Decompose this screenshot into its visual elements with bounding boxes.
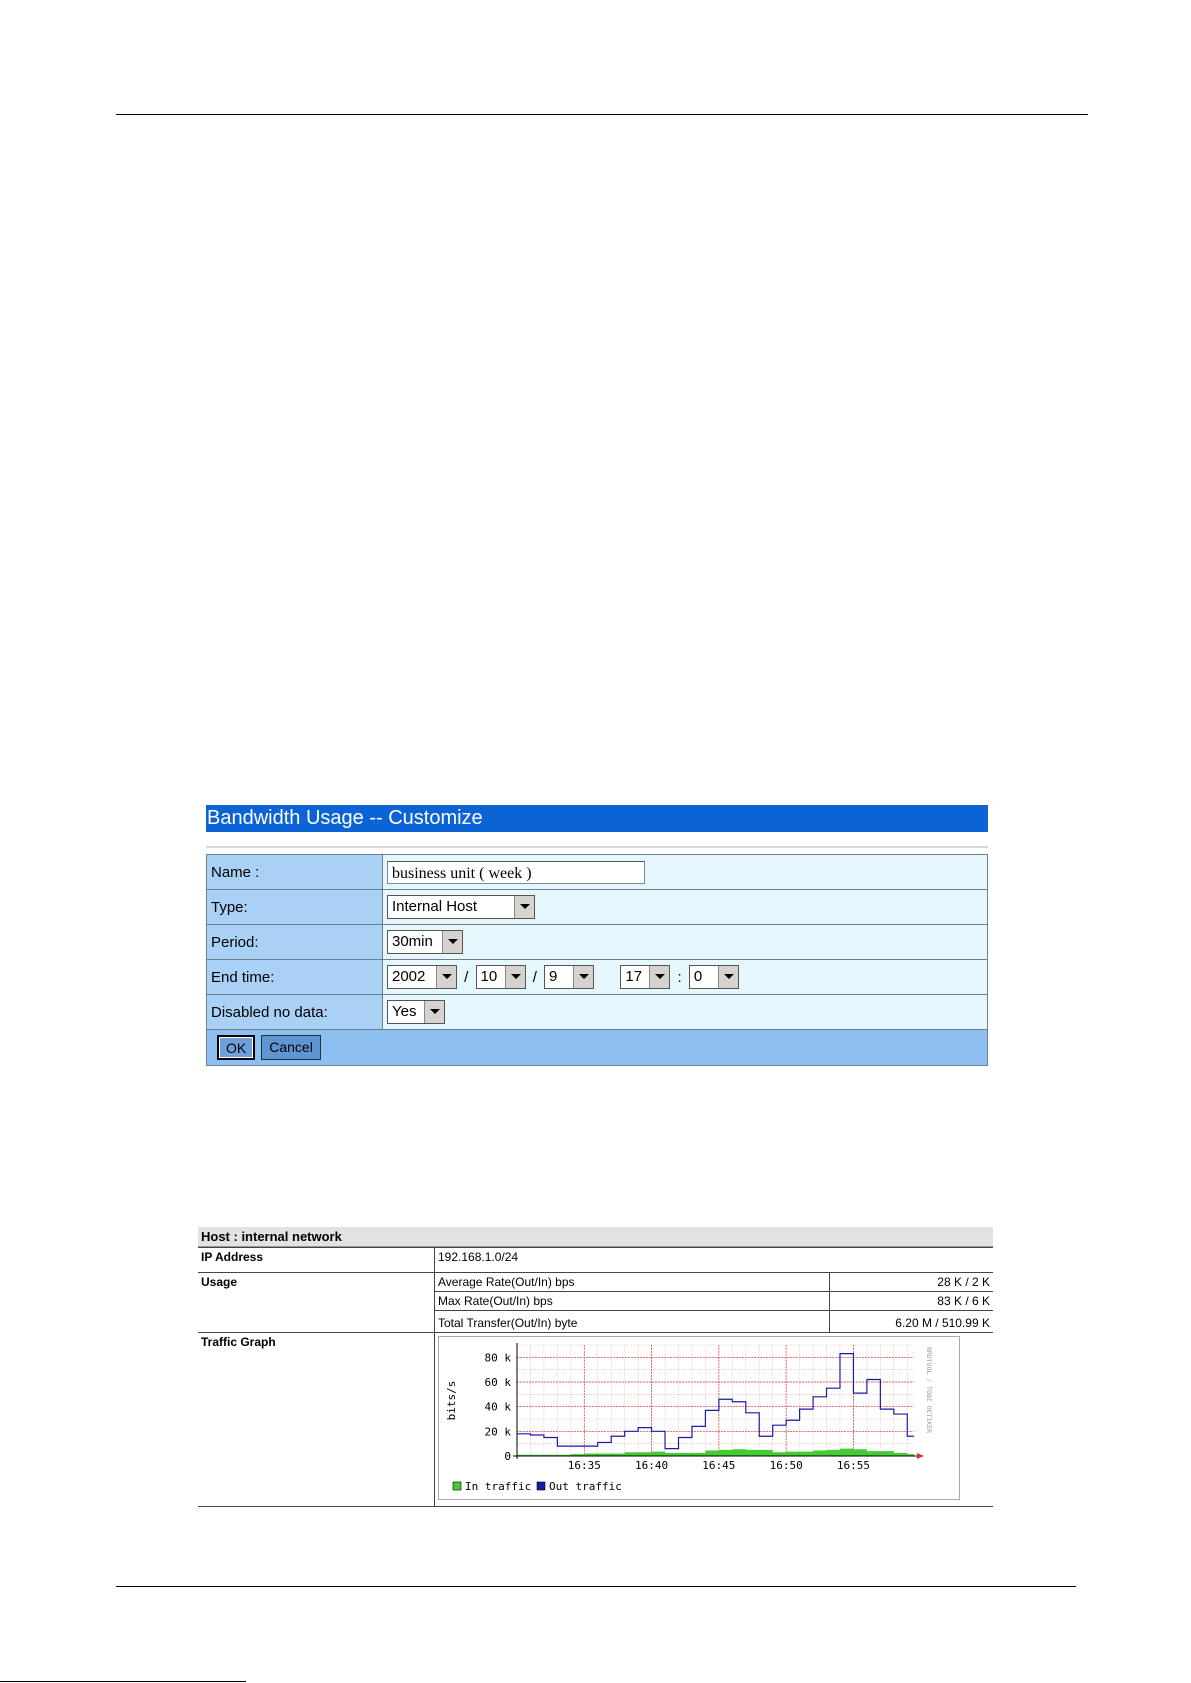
chevron-down-icon[interactable]: [424, 1001, 444, 1023]
date-separator: /: [532, 968, 537, 986]
average-rate-value: 28 K / 2 K: [830, 1273, 994, 1292]
x-tick-label: 16:45: [702, 1459, 736, 1472]
type-select-value: Internal Host: [392, 898, 478, 915]
period-select[interactable]: [387, 930, 463, 954]
y-tick-label: 20 k: [484, 1425, 511, 1439]
x-tick-label: 16:40: [635, 1459, 669, 1472]
legend-swatch-out: [537, 1482, 545, 1490]
y-tick-label: 40 k: [484, 1400, 511, 1414]
in-traffic-area: [517, 1449, 914, 1456]
max-rate-label: Max Rate(Out/In) bps: [435, 1292, 830, 1311]
host-table: [198, 1247, 993, 1507]
usage-row-average: [198, 1273, 993, 1292]
type-label: Type:: [207, 890, 383, 925]
host-report: [198, 1227, 993, 1507]
end-month-value: 10: [480, 968, 498, 985]
cancel-button[interactable]: Cancel: [261, 1035, 321, 1060]
average-rate-label: Average Rate(Out/In) bps: [435, 1273, 830, 1292]
button-bar: [206, 1030, 988, 1066]
name-label: Name :: [207, 855, 383, 890]
x-tick-label: 16:35: [567, 1459, 601, 1472]
y-tick-label: 0: [504, 1450, 511, 1463]
form-row-no-data: [207, 995, 988, 1030]
end-hour-select[interactable]: [620, 965, 670, 989]
footnote-rule: [0, 1681, 246, 1682]
chevron-down-icon[interactable]: [649, 966, 669, 988]
period-select-value: 30min: [392, 933, 433, 950]
rrdtool-watermark: RRDTOOL / TOBI OETIKER: [925, 1347, 933, 1434]
traffic-graph-label: Traffic Graph: [198, 1333, 435, 1507]
end-minute-value: 0: [693, 968, 703, 985]
ip-address-value: 192.168.1.0/24: [435, 1248, 994, 1273]
legend-label-out: Out traffic: [549, 1480, 622, 1493]
y-axis-label: bits/s: [445, 1380, 458, 1421]
traffic-graph-frame: [438, 1336, 960, 1500]
chevron-down-icon[interactable]: [718, 966, 738, 988]
ip-address-label: IP Address: [198, 1248, 435, 1273]
chevron-down-icon[interactable]: [436, 966, 456, 988]
header-rule: [116, 114, 1088, 115]
chevron-down-icon[interactable]: [514, 896, 534, 918]
end-day-value: 9: [549, 968, 558, 985]
date-separator: /: [464, 968, 469, 986]
period-label: Period:: [207, 925, 383, 960]
host-header: Host : internal network: [198, 1227, 993, 1247]
y-tick-label: 80 k: [484, 1351, 511, 1365]
bandwidth-customize-panel: [206, 805, 988, 1066]
end-minute-select[interactable]: [689, 965, 739, 989]
x-tick-label: 16:55: [836, 1459, 871, 1472]
title-divider: [206, 832, 988, 848]
end-time-label: End time:: [207, 960, 383, 995]
time-separator: :: [677, 968, 682, 986]
end-month-select[interactable]: [476, 965, 526, 989]
total-transfer-value: 6.20 M / 510.99 K: [830, 1311, 994, 1333]
form-row-name: [207, 855, 988, 890]
form-row-period: [207, 925, 988, 960]
chevron-down-icon[interactable]: [505, 966, 525, 988]
y-tick-label: 60 k: [484, 1376, 511, 1389]
usage-label: Usage: [198, 1273, 435, 1333]
panel-title: Bandwidth Usage -- Customize: [206, 805, 988, 832]
x-axis-arrow: [917, 1453, 924, 1459]
end-day-select[interactable]: [544, 965, 594, 989]
ok-button[interactable]: OK: [217, 1035, 255, 1060]
type-select[interactable]: [387, 895, 535, 919]
legend-swatch-in: [453, 1482, 461, 1490]
disabled-no-data-select[interactable]: [387, 1000, 445, 1024]
legend-label-in: In traffic: [465, 1480, 532, 1493]
x-tick-label: 16:50: [769, 1459, 803, 1472]
chevron-down-icon[interactable]: [573, 966, 593, 988]
name-input[interactable]: business unit ( week ): [387, 861, 645, 884]
end-hour-value: 17: [625, 968, 643, 985]
disabled-no-data-label: Disabled no data:: [207, 995, 383, 1030]
traffic-graph: [439, 1337, 959, 1499]
chevron-down-icon[interactable]: [442, 931, 462, 953]
end-year-value: 2002: [392, 968, 426, 985]
form-row-type: [207, 890, 988, 925]
customize-form-table: [206, 854, 988, 1030]
disabled-no-data-value: Yes: [392, 1003, 417, 1020]
ip-row: [198, 1248, 993, 1273]
end-year-select[interactable]: [387, 965, 457, 989]
form-row-end-time: [207, 960, 988, 995]
max-rate-value: 83 K / 6 K: [830, 1292, 994, 1311]
footer-rule: [116, 1586, 1076, 1587]
traffic-graph-row: [198, 1333, 993, 1507]
out-traffic-line: [517, 1354, 914, 1449]
total-transfer-label: Total Transfer(Out/In) byte: [435, 1311, 830, 1333]
